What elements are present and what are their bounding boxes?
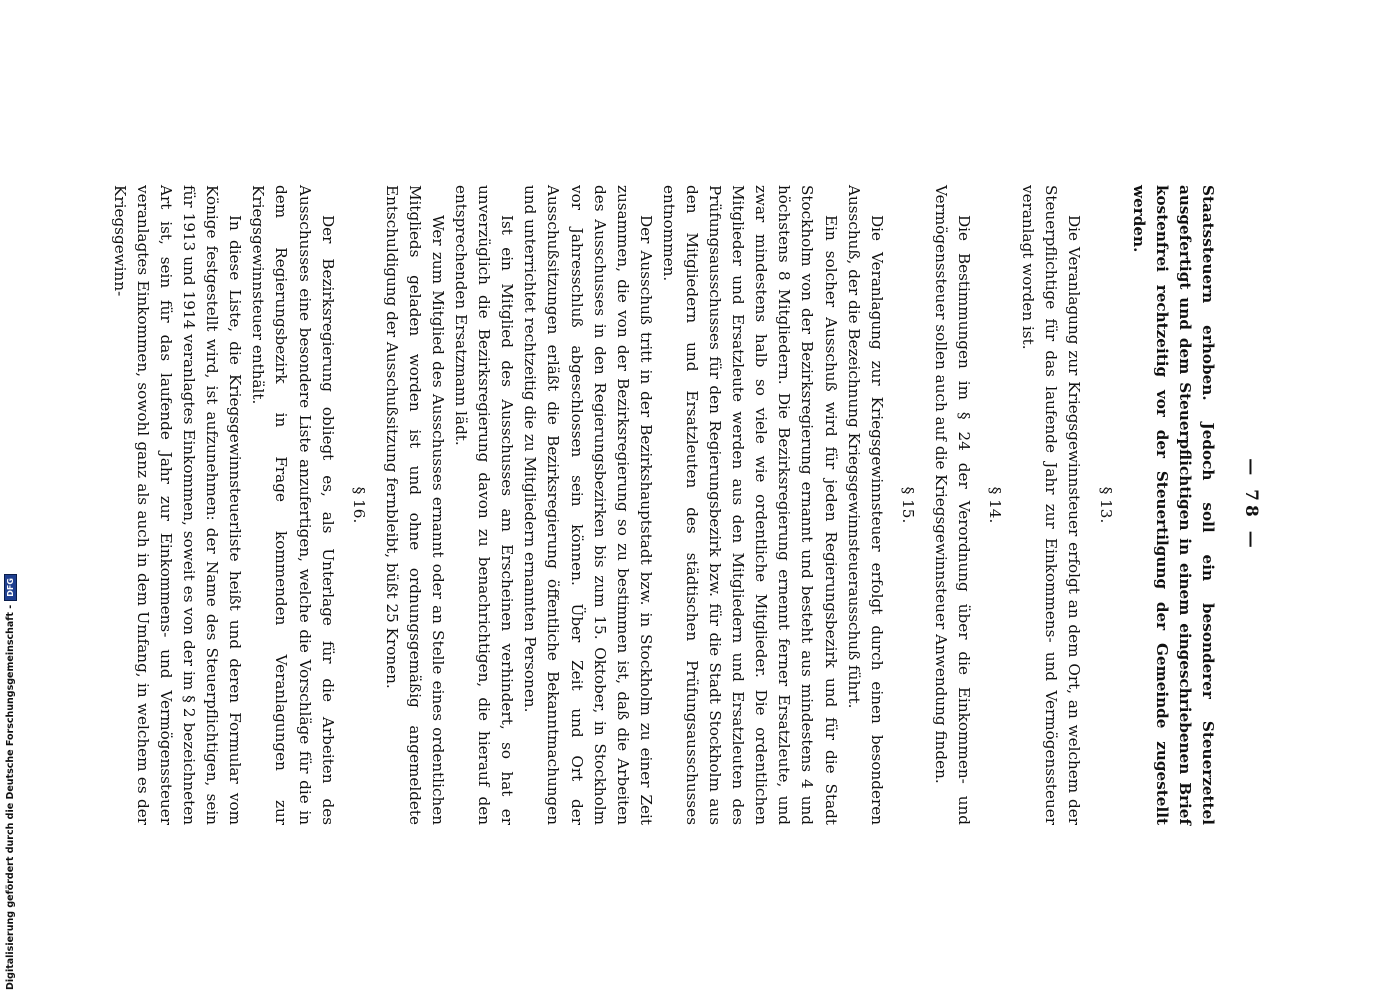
section-15 [380, 185, 919, 825]
section-heading: § 13. [1096, 486, 1115, 524]
section-14 [929, 185, 1006, 825]
section-heading: § 16. [349, 486, 368, 524]
dfg-logo-icon: DFG [4, 574, 17, 601]
document-page [110, 185, 1262, 825]
section-13 [1016, 185, 1116, 825]
section-paragraph: Ein solcher Ausschuß wird für jeden Regierungsbezirk und für die Stadt Stockholm von der Bezirksregierung ernannt und besteht aus mindestens 4 und höchstens 8 Mitgliedern. Die Bezirksregierung ernennt ferner Ersatzleute, und zwar mindestens halb so viele wie ordentliche Mitglieder. Die ordentlichen Mitglieder und Ersatzleute werden aus den Mitgliedern und Ersatzleuten des Prüfungsausschusses für den Regierungsbezirk bzw. für die Stadt Stockholm aus den Mitgliedern und Ersatzleuten des städtischen Prüfungsausschusses entnommen. [659, 185, 840, 825]
section-heading: § 15. [898, 486, 917, 524]
section-paragraph: In diese Liste, die Kriegsgewinnsteuerliste heißt und deren Formular vom Könige festgestellt wird, ist aufzunehmen: der Name des Steuerpflichtigen, sein für 1913 und 1914 veranlagtes Einkommen, soweit es von der im § 2 bezeichneten Art ist, sein für das laufende Jahr zur Einkommens- und Vermögenssteuer veranlagtes Einkommen, sowohl ganz als auch in dem Umfang, in welchem es der Kriegsgewinn- [110, 185, 245, 825]
section-paragraph: Wer zum Mitglied des Ausschusses ernannt oder an Stelle eines ordentlichen Mitglieds geladen worden ist und ohne ordnungsgemäßig angemeldete Entschuldigung der Ausschußsitzung fernbleibt, büßt 25 Kronen. [382, 185, 447, 825]
section-paragraph: Ist ein Mitglied des Ausschusses am Erscheinen verhindert, so hat er unverzüglich die Bezirksregierung davon zu benachrichtigen, die hierauf den entsprechenden Ersatzmann lädt. [452, 185, 517, 825]
section-paragraph: Die Veranlagung zur Kriegsgewinnsteuer erfolgt durch einen besonderen Ausschuß, der die Bezeichnung Kriegsgewinnsteuerausschuß führt. [844, 185, 886, 825]
credit-text: Digitalisierung gefördert durch die Deutsche Forschungsgemeinschaft - [5, 604, 16, 990]
section-paragraph: Die Bestimmungen im § 24 der Verordnung über die Einkommen- und Vermögenssteuer sollen auch auf die Kriegsgewinnsteuer Anwendung finden. [931, 185, 974, 825]
page-number: — 78 — [1241, 458, 1261, 552]
section-paragraph: Der Ausschuß tritt in der Bezirkshauptstadt bzw. in Stockholm zu einer Zeit zusammen, die von der Bezirksregierung so zu bestimmen ist, daß die Arbeiten des Ausschusses in den Regierungsbezirken bis zum 15. Oktober, in Stockholm vor Jahresschluß abgeschlossen sein können. Über Zeit und Ort der Ausschußsitzungen erläßt die Bezirksregierung öffentliche Bekanntmachungen und unterrichtet rechtzeitig die zu Mitgliedern ernannten Personen. [521, 185, 655, 825]
digitization-credit [4, 574, 17, 990]
section-paragraph: Der Bezirksregierung obliegt es, als Unterlage für die Arbeiten des Ausschusses eine besondere Liste anzufertigen, welche die Vorschläge für die in dem Regierungsbezirk in Frage kommenden Veranlagungen zur Kriegsgewinnsteuer enthält. [249, 185, 337, 825]
section-heading: § 14. [986, 486, 1005, 524]
section-paragraph: Die Veranlagung zur Kriegsgewinnsteuer erfolgt an dem Ort, an welchem der Steuerpflichtige für das laufende Jahr zur Einkommens- und Vermögenssteuer veranlagt worden ist. [1019, 185, 1084, 825]
intro-paragraph: Staatssteuern erhoben. Jedoch soll ein besonderer Steuerzettel ausgefertigt und dem Steuerpflichtigen in einem eingeschriebenen Brief kostenfrei rechtzeitig vor der Steuertilgung der Gemeinde zugestellt werden. [1129, 185, 1217, 825]
section-16 [108, 185, 370, 825]
